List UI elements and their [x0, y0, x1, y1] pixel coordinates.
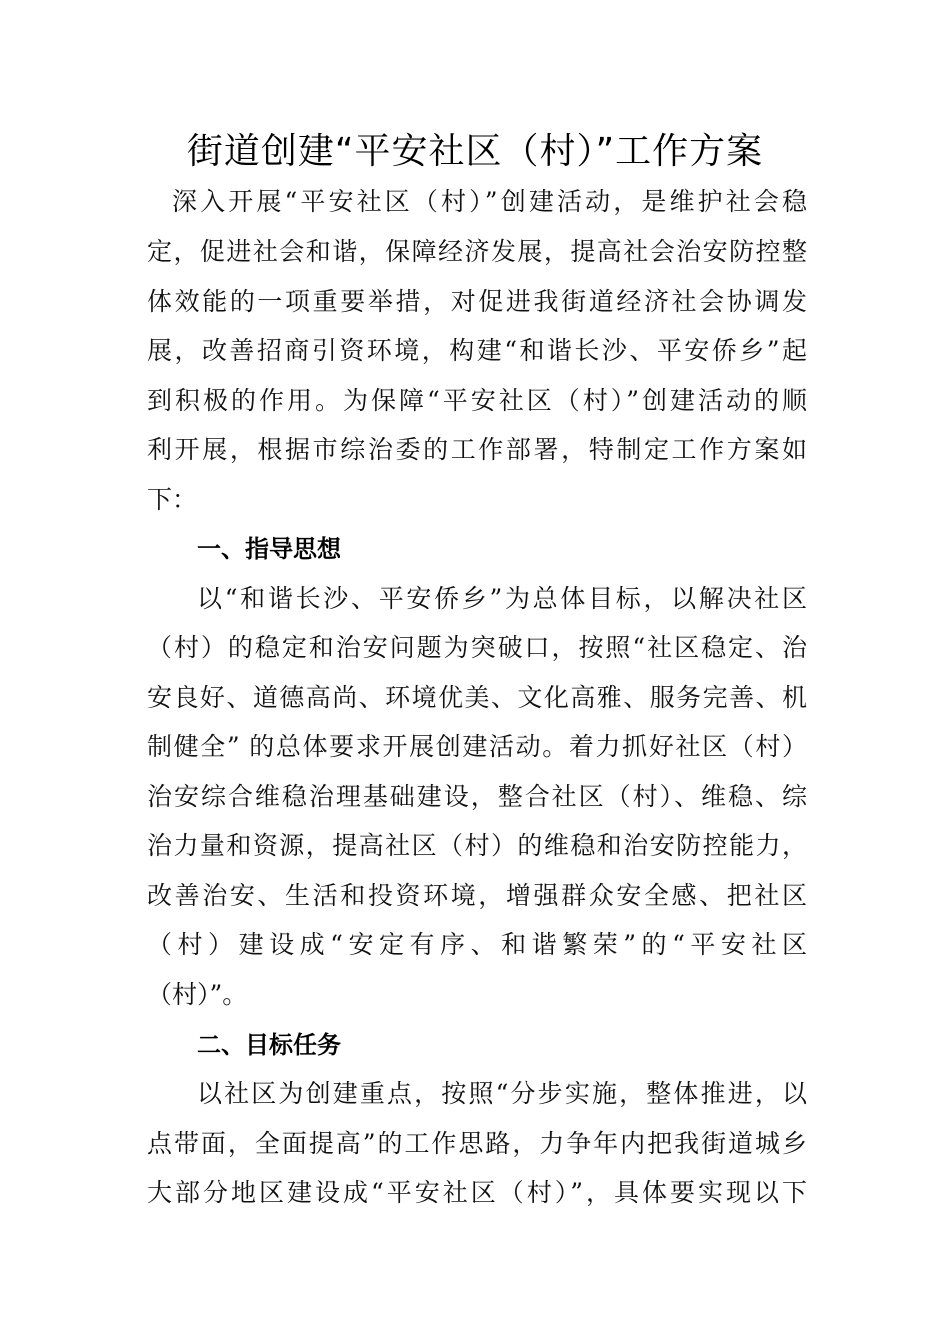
section1-line: 改善治安、生活和投资环境，增强群众安全感、把社区 [147, 881, 807, 910]
section1-line: 以“和谐长沙、平安侨乡”为总体目标，以解决社区 [197, 584, 807, 613]
section1-line: （村）的稳定和治安问题为突破口，按照“社区稳定、治 [147, 633, 807, 662]
section2-line: 大部分地区建设成“平安社区（村）”，具体要实现以下 [147, 1178, 807, 1207]
intro-line: 展，改善招商引资环境，构建“和谐长沙、平安侨乡”起 [147, 336, 807, 365]
intro-line: 利开展，根据市综治委的工作部署，特制定工作方案如 [147, 435, 807, 464]
intro-line: 体效能的一项重要举措，对促进我街道经济社会协调发 [147, 287, 807, 316]
section1-line: 治力量和资源，提高社区（村）的维稳和治安防控能力， [147, 831, 807, 860]
section-heading-guiding-ideology: 一、指导思想 [197, 535, 341, 563]
section2-line: 点带面，全面提高”的工作思路，力争年内把我街道城乡 [147, 1129, 807, 1158]
intro-line: 到积极的作用。为保障“平安社区（村）”创建活动的顺 [147, 386, 807, 415]
section1-line: 安良好、道德高尚、环境优美、文化高雅、服务完善、机 [147, 683, 807, 712]
intro-line: 下： [147, 485, 198, 514]
document-title: 街道创建“平安社区（村）”工作方案 [186, 131, 764, 172]
section2-line: 以社区为创建重点，按照“分步实施，整体推进，以 [197, 1079, 807, 1108]
section1-line: 治安综合维稳治理基础建设，整合社区（村）、维稳、综 [147, 782, 807, 811]
intro-line: 定，促进社会和谐，保障经济发展，提高社会治安防控整 [147, 237, 807, 266]
section1-line: （村）”。 [147, 980, 248, 1009]
section-heading-goals-tasks: 二、目标任务 [197, 1031, 341, 1059]
section1-line: 制健全” 的总体要求开展创建活动。着力抓好社区（村） [147, 732, 807, 761]
intro-line: 深入开展“平安社区（村）”创建活动，是维护社会稳 [172, 187, 807, 216]
section1-line: （村）建设成“安定有序、和谐繁荣”的“平安社区 [147, 930, 807, 959]
